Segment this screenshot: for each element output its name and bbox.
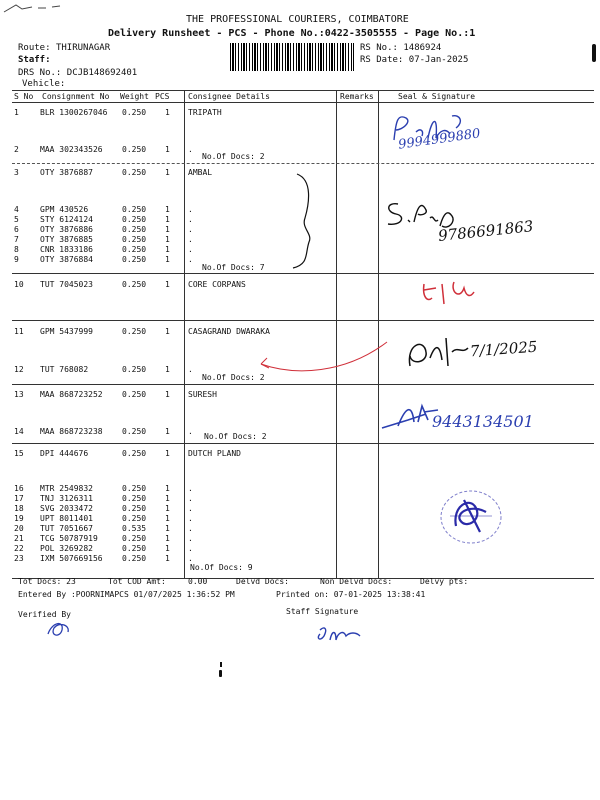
row-consignment-no: MTR 2549832 bbox=[40, 484, 93, 493]
verified-by-signature bbox=[44, 618, 74, 640]
row-consignee: . bbox=[188, 504, 193, 513]
staff-label: Staff: bbox=[18, 55, 51, 65]
row-weight: 0.250 bbox=[122, 145, 147, 154]
row-consignee: . bbox=[188, 514, 193, 523]
row-weight: 0.250 bbox=[122, 427, 147, 436]
handwritten-phone-3: 9443134501 bbox=[432, 412, 534, 431]
drs-value: DCJB148692401 bbox=[66, 68, 138, 78]
row-weight: 0.250 bbox=[122, 108, 147, 117]
company-name: THE PROFESSIONAL COURIERS, COIMBATORE bbox=[186, 14, 409, 25]
row-consignment-no: GPM 430526 bbox=[40, 205, 89, 214]
group-rule-2 bbox=[12, 273, 594, 274]
row-pcs: 1 bbox=[165, 280, 170, 289]
row-sno: 6 bbox=[14, 225, 19, 234]
row-weight: 0.250 bbox=[122, 484, 147, 493]
row-weight: 0.250 bbox=[122, 494, 147, 503]
row-sno: 18 bbox=[14, 504, 24, 513]
row-consignee: . bbox=[188, 534, 193, 543]
signature-casagrand bbox=[402, 332, 472, 372]
row-consignment-no: STY 6124124 bbox=[40, 215, 93, 224]
rs-no-field bbox=[360, 43, 441, 53]
row-sno: 1 bbox=[14, 108, 19, 117]
row-sno: 13 bbox=[14, 390, 24, 399]
row-sno: 19 bbox=[14, 514, 24, 523]
row-consignment-no: GPM 5437999 bbox=[40, 327, 93, 336]
rs-no-value: 1486924 bbox=[403, 43, 442, 53]
row-sno: 16 bbox=[14, 484, 24, 493]
row-consignee: CORE CORPANS bbox=[188, 280, 246, 289]
barcode bbox=[230, 43, 354, 71]
row-weight: 0.250 bbox=[122, 280, 147, 289]
row-consignee: . bbox=[188, 484, 193, 493]
row-consignee: . bbox=[188, 494, 193, 503]
ink-mark bbox=[219, 670, 222, 677]
row-sno: 17 bbox=[14, 494, 24, 503]
non-delivered-docs-label: Non Delvd Docs: bbox=[320, 577, 393, 586]
row-weight: 0.250 bbox=[122, 327, 147, 336]
row-consignment-no: MAA 868723238 bbox=[40, 427, 103, 436]
signature-core-corpans bbox=[420, 278, 500, 306]
row-consignee: . bbox=[188, 225, 193, 234]
row-consignment-no: IXM 507669156 bbox=[40, 554, 103, 563]
row-sno: 4 bbox=[14, 205, 19, 214]
col-header-consignment: Consignment No bbox=[42, 92, 110, 101]
row-consignment-no: OTY 3876887 bbox=[40, 168, 93, 177]
route-field bbox=[18, 43, 110, 53]
total-cod-label: Tot COD Amt: bbox=[108, 577, 166, 586]
row-consignment-no: CNR 1833186 bbox=[40, 245, 93, 254]
row-sno: 11 bbox=[14, 327, 24, 336]
row-pcs: 1 bbox=[165, 215, 170, 224]
row-pcs: 1 bbox=[165, 235, 170, 244]
rs-no-label: RS No.: bbox=[360, 43, 398, 53]
row-consignment-no: MAA 868723252 bbox=[40, 390, 103, 399]
rs-date-field bbox=[360, 55, 468, 65]
row-consignee: . bbox=[188, 145, 193, 154]
row-sno: 20 bbox=[14, 524, 24, 533]
rs-date-value: 07-Jan-2025 bbox=[408, 55, 469, 65]
handwritten-date: 7/1/2025 bbox=[469, 337, 538, 361]
red-arrow-stroke bbox=[255, 328, 395, 378]
table-header-rule bbox=[12, 102, 594, 103]
group-docs-count: No.Of Docs: 2 bbox=[202, 152, 265, 161]
row-weight: 0.535 bbox=[122, 524, 147, 533]
row-consignee: . bbox=[188, 427, 193, 436]
row-consignment-no: OTY 3876885 bbox=[40, 235, 93, 244]
row-pcs: 1 bbox=[165, 108, 170, 117]
staff-signature bbox=[314, 622, 364, 646]
row-sno: 14 bbox=[14, 427, 24, 436]
col-header-sno: S No bbox=[14, 92, 34, 101]
row-pcs: 1 bbox=[165, 544, 170, 553]
row-consignee: . bbox=[188, 365, 193, 374]
row-consignee: . bbox=[188, 205, 193, 214]
row-pcs: 1 bbox=[165, 494, 170, 503]
row-weight: 0.250 bbox=[122, 390, 147, 399]
row-consignment-no: TCG 50787919 bbox=[40, 534, 98, 543]
verified-by-label: Verified By bbox=[18, 610, 71, 619]
delivery-stamp bbox=[436, 486, 506, 548]
row-pcs: 1 bbox=[165, 484, 170, 493]
entered-by: Entered By :POORNIMAPCS 01/07/2025 1:36:52 PM bbox=[18, 590, 235, 599]
row-consignee: . bbox=[188, 235, 193, 244]
row-sno: 23 bbox=[14, 554, 24, 563]
row-pcs: 1 bbox=[165, 449, 170, 458]
row-sno: 22 bbox=[14, 544, 24, 553]
route-value: THIRUNAGAR bbox=[55, 43, 111, 53]
row-consignment-no: TNJ 3126311 bbox=[40, 494, 93, 503]
row-consignee: AMBAL bbox=[188, 168, 213, 177]
row-consignment-no: UPT 8011401 bbox=[40, 514, 93, 523]
group-docs-count: No.Of Docs: 2 bbox=[202, 373, 265, 382]
row-pcs: 1 bbox=[165, 225, 170, 234]
row-consignee: . bbox=[188, 524, 193, 533]
group-docs-count: No.Of Docs: 7 bbox=[202, 263, 265, 272]
row-consignee: CASAGRAND DWARAKA bbox=[188, 327, 270, 336]
row-weight: 0.250 bbox=[122, 449, 147, 458]
row-weight: 0.250 bbox=[122, 225, 147, 234]
col-header-consignee: Consignee Details bbox=[188, 92, 270, 101]
row-pcs: 1 bbox=[165, 534, 170, 543]
group-rule-3 bbox=[12, 320, 594, 321]
row-pcs: 1 bbox=[165, 145, 170, 154]
row-consignee: . bbox=[188, 554, 193, 563]
drs-field bbox=[18, 68, 137, 78]
col-header-weight: Weight bbox=[120, 92, 149, 101]
row-weight: 0.250 bbox=[122, 504, 147, 513]
row-consignment-no: OTY 3876886 bbox=[40, 225, 93, 234]
group-rule-5 bbox=[12, 443, 594, 444]
row-consignment-no: TUT 7051667 bbox=[40, 524, 93, 533]
row-pcs: 1 bbox=[165, 554, 170, 563]
row-pcs: 1 bbox=[165, 245, 170, 254]
rs-date-label: RS Date: bbox=[360, 55, 404, 65]
row-consignment-no: BLR 1300267046 bbox=[40, 108, 108, 117]
row-consignment-no: SVG 2033472 bbox=[40, 504, 93, 513]
vehicle-label: Vehicle: bbox=[22, 79, 66, 89]
row-consignee: TRIPATH bbox=[188, 108, 222, 117]
edge-mark bbox=[592, 44, 596, 62]
table-top-rule bbox=[12, 90, 594, 91]
corner-scribble bbox=[2, 2, 72, 16]
row-sno: 3 bbox=[14, 168, 19, 177]
row-pcs: 1 bbox=[165, 365, 170, 374]
row-weight: 0.250 bbox=[122, 168, 147, 177]
row-consignment-no: OTY 3876884 bbox=[40, 255, 93, 264]
row-sno: 7 bbox=[14, 235, 19, 244]
row-consignee: . bbox=[188, 245, 193, 254]
row-pcs: 1 bbox=[165, 255, 170, 264]
row-consignee: DUTCH PLAND bbox=[188, 449, 241, 458]
row-consignee: . bbox=[188, 215, 193, 224]
total-docs: Tot Docs: 23 bbox=[18, 577, 76, 586]
row-pcs: 1 bbox=[165, 327, 170, 336]
row-weight: 0.250 bbox=[122, 365, 147, 374]
staff-signature-label: Staff Signature bbox=[286, 607, 359, 616]
row-weight: 0.250 bbox=[122, 534, 147, 543]
row-sno: 9 bbox=[14, 255, 19, 264]
delivered-docs-label: Delvd Docs: bbox=[236, 577, 289, 586]
row-weight: 0.250 bbox=[122, 554, 147, 563]
row-consignment-no: DPI 444676 bbox=[40, 449, 89, 458]
row-consignee: SURESH bbox=[188, 390, 217, 399]
row-pcs: 1 bbox=[165, 524, 170, 533]
row-weight: 0.250 bbox=[122, 514, 147, 523]
col-header-remarks: Remarks bbox=[340, 92, 374, 101]
col-header-pcs: PCS bbox=[155, 92, 170, 101]
row-consignment-no: TUT 7045023 bbox=[40, 280, 93, 289]
col-header-seal: Seal & Signature bbox=[398, 92, 476, 101]
total-cod-value: 0.00 bbox=[188, 577, 208, 586]
row-pcs: 1 bbox=[165, 168, 170, 177]
route-label: Route: bbox=[18, 43, 51, 53]
row-sno: 5 bbox=[14, 215, 19, 224]
row-consignment-no: TUT 768082 bbox=[40, 365, 89, 374]
row-sno: 12 bbox=[14, 365, 24, 374]
row-consignment-no: POL 3269282 bbox=[40, 544, 93, 553]
table-bottom-rule bbox=[12, 578, 594, 579]
row-weight: 0.250 bbox=[122, 205, 147, 214]
row-pcs: 1 bbox=[165, 390, 170, 399]
row-pcs: 1 bbox=[165, 514, 170, 523]
ink-mark bbox=[220, 662, 222, 667]
group-docs-count: No.Of Docs: 9 bbox=[190, 563, 253, 572]
row-consignee: . bbox=[188, 544, 193, 553]
row-consignment-no: MAA 302343526 bbox=[40, 145, 103, 154]
row-sno: 10 bbox=[14, 280, 24, 289]
row-sno: 2 bbox=[14, 145, 19, 154]
row-sno: 8 bbox=[14, 245, 19, 254]
row-weight: 0.250 bbox=[122, 215, 147, 224]
handwritten-brace bbox=[283, 170, 323, 270]
handwritten-phone-2: 9786691863 bbox=[437, 217, 535, 245]
row-pcs: 1 bbox=[165, 427, 170, 436]
row-sno: 21 bbox=[14, 534, 24, 543]
runsheet-title: Delivery Runsheet - PCS - Phone No.:0422-3505555 - Page No.:1 bbox=[108, 28, 476, 39]
row-pcs: 1 bbox=[165, 504, 170, 513]
handwritten-phone-1: 9994999880 bbox=[397, 126, 482, 153]
delivery-points-label: Delvy pts: bbox=[420, 577, 469, 586]
row-pcs: 1 bbox=[165, 205, 170, 214]
group-rule-4 bbox=[12, 384, 594, 385]
row-weight: 0.250 bbox=[122, 255, 147, 264]
row-weight: 0.250 bbox=[122, 544, 147, 553]
row-weight: 0.250 bbox=[122, 235, 147, 244]
row-sno: 15 bbox=[14, 449, 24, 458]
printed-on: Printed on: 07-01-2025 13:38:41 bbox=[276, 590, 426, 599]
group-docs-count: No.Of Docs: 2 bbox=[204, 432, 267, 441]
row-consignee: . bbox=[188, 255, 193, 264]
row-weight: 0.250 bbox=[122, 245, 147, 254]
drs-label: DRS No.: bbox=[18, 68, 62, 78]
group-rule-1 bbox=[12, 163, 594, 164]
